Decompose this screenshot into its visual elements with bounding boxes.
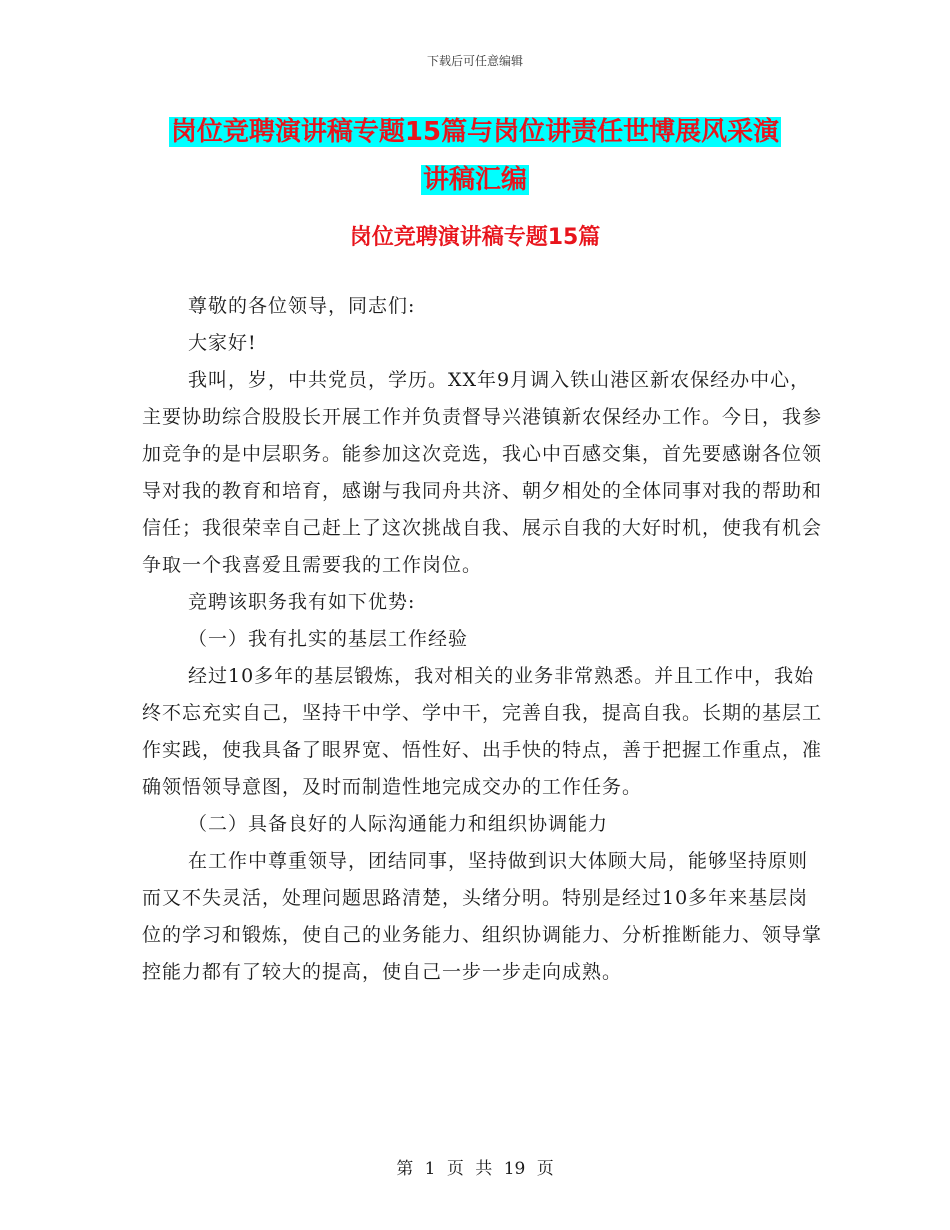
title-highlight-1: 岗位竞聘演讲稿专题15篇与岗位讲责任世博展风采演: [170, 117, 780, 147]
advantages-lead-paragraph: 竞聘该职务我有如下优势:: [188, 591, 416, 613]
section-title: 岗位竞聘演讲稿专题15篇: [349, 225, 601, 250]
hello-paragraph: 大家好!: [188, 332, 257, 354]
advantage-paragraph-1: 经过10多年的基层锻炼，我对相关的业务非常熟悉。并且工作中，我始终不忘充实自己，坚持干中学、学中干，完善自我，提高自我。长期的基层工作实践，使我具备了眼界宽、悟性好、出手快的特点，善于把握工作重点，准确领悟领导意图，及时而制造性地完成交办的工作任务。: [142, 665, 823, 798]
intro-paragraph: 我叫，岁，中共党员，学历。XX年9月调入铁山港区新农保经办中心，主要协助综合股股长开展工作并负责督导兴港镇新农保经办工作。今日，我参加竞争的是中层职务。能参加这次竞选，我心中百感交集，首先要感谢各位领导对我的教育和培育，感谢与我同舟共济、朝夕相处的全体同事对我的帮助和信任；我很荣幸自己赶上了这次挑战自我、展示自我的大好时机，使我有机会争取一个我喜爱且需要我的工作岗位。: [142, 369, 823, 576]
document-body: [142, 288, 822, 991]
document-title: [0, 108, 950, 204]
page-number-footer: 第 1 页 共 19 页: [396, 1159, 554, 1179]
greeting-paragraph: 尊敬的各位领导，同志们:: [188, 295, 416, 317]
document-title-line-1: [0, 108, 950, 156]
title-highlight-2: 讲稿汇编: [422, 165, 527, 195]
advantage-paragraph-2: 在工作中尊重领导，团结同事，坚持做到识大体顾大局，能够坚持原则而又不失灵活，处理问题思路清楚，头绪分明。特别是经过10多年来基层岗位的学习和锻炼，使自己的业务能力、组织协调能力、分析推断能力、领导掌控能力都有了较大的提高，使自己一步一步走向成熟。: [142, 850, 823, 983]
advantage-heading-2: （二）具备良好的人际沟通能力和组织协调能力: [188, 813, 609, 835]
header-note: 下载后可任意编辑: [426, 54, 523, 68]
document-title-line-2: [0, 156, 950, 204]
advantage-heading-1: （一）我有扎实的基层工作经验: [188, 628, 469, 650]
